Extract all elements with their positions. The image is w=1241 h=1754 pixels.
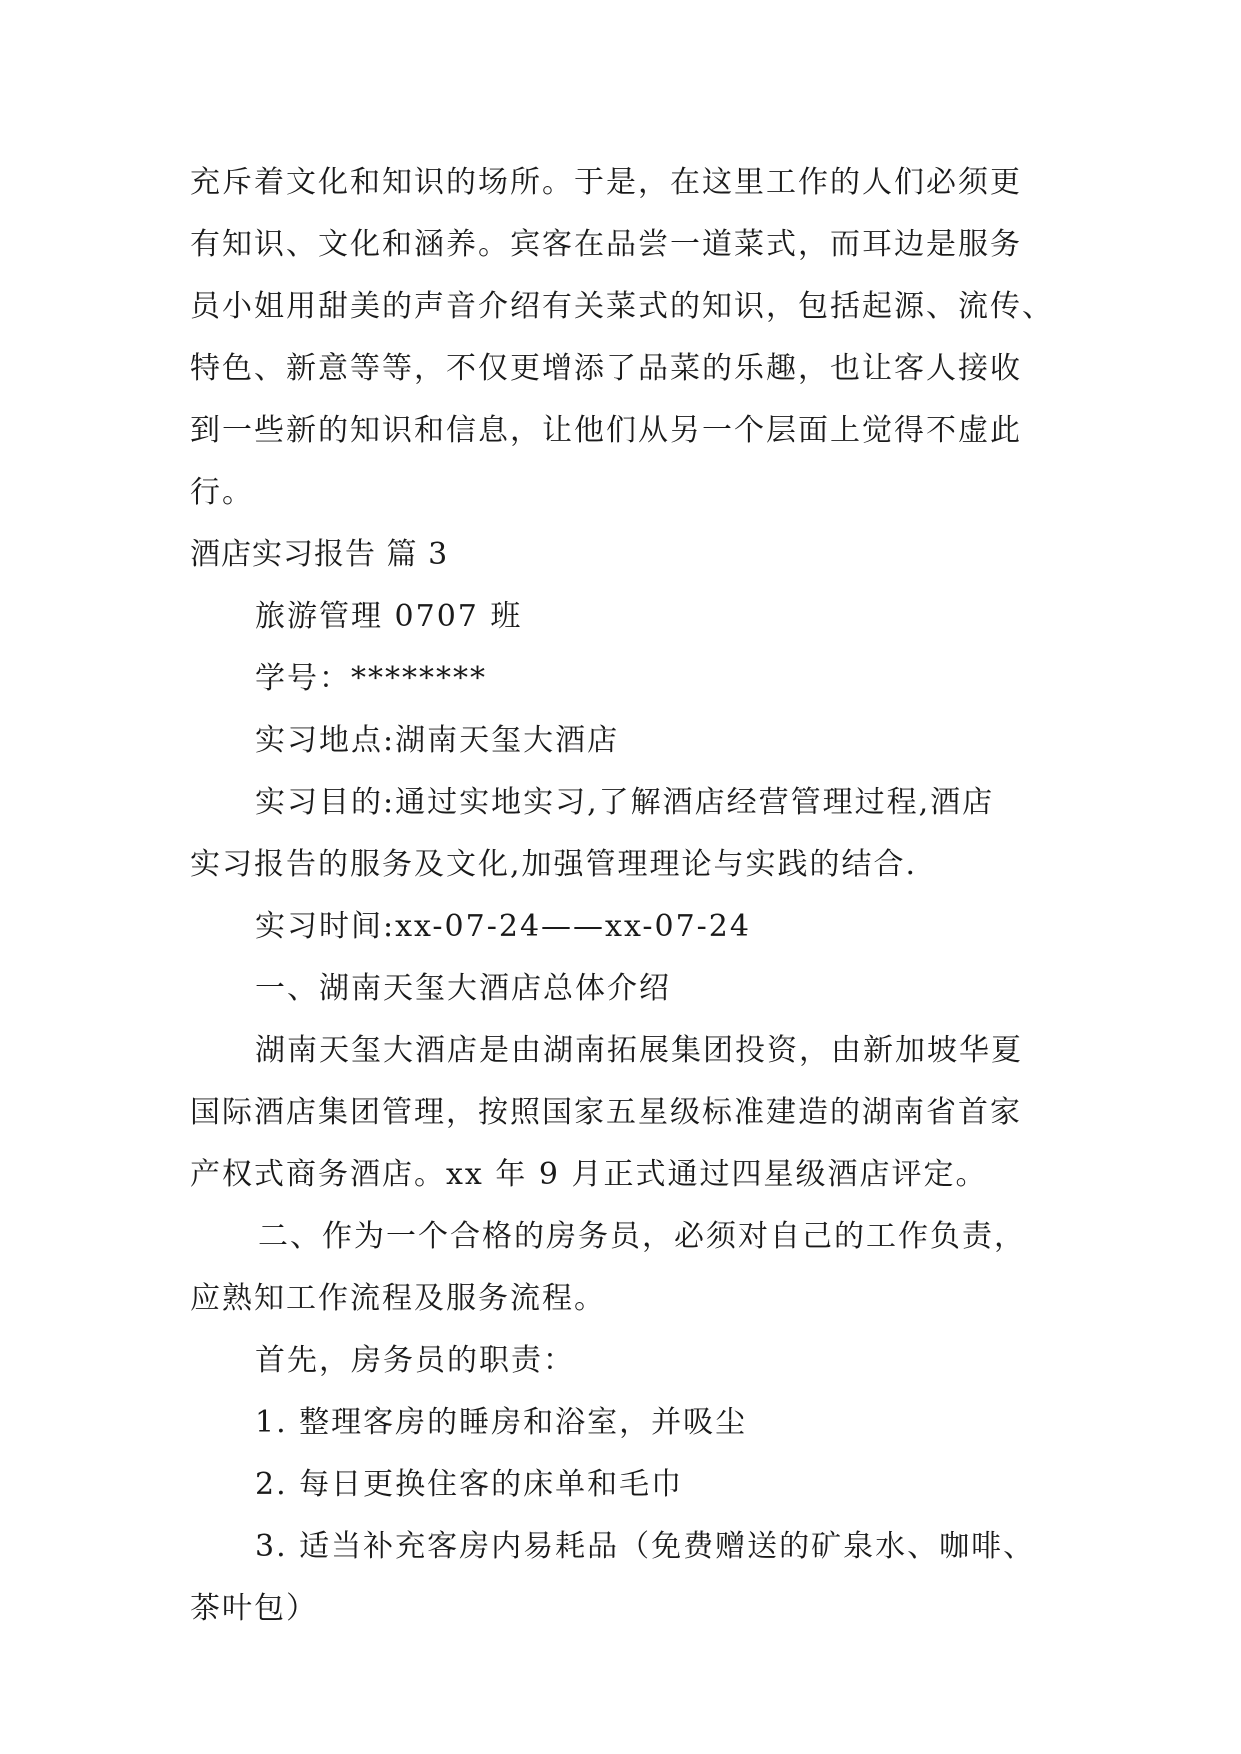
paragraph-line: 国际酒店集团管理，按照国家五星级标准建造的湖南省首家: [190, 1095, 1022, 1130]
section-title: 酒店实习报告 篇 3: [190, 537, 449, 572]
paragraph-line: 到一些新的知识和信息，让他们从另一个层面上觉得不虚此: [190, 413, 1022, 448]
internship-location-line: 实习地点:湖南天玺大酒店: [255, 723, 620, 758]
paragraph-line: 有知识、文化和涵养。宾客在品尝一道菜式，而耳边是服务: [190, 227, 1022, 262]
list-item: 1. 整理客房的睡房和浴室，并吸尘: [255, 1405, 748, 1440]
paragraph-line: 特色、新意等等，不仅更增添了品菜的乐趣，也让客人接收: [190, 351, 1022, 386]
paragraph-line: 应熟知工作流程及服务流程。: [190, 1281, 606, 1316]
paragraph-line: 充斥着文化和知识的场所。于是，在这里工作的人们必须更: [190, 165, 1022, 200]
list-item: 2. 每日更换住客的床单和毛巾: [255, 1467, 684, 1502]
paragraph-line: 产权式商务酒店。xx 年 9 月正式通过四星级酒店评定。: [190, 1157, 988, 1192]
paragraph-line: 行。: [190, 475, 254, 510]
document-page: [190, 152, 1060, 1640]
list-item-continuation: 茶叶包）: [190, 1591, 318, 1626]
list-item: 3. 适当补充客房内易耗品（免费赠送的矿泉水、咖啡、: [255, 1529, 1036, 1564]
paragraph-line: 员小姐用甜美的声音介绍有关菜式的知识，包括起源、流传、: [190, 289, 1054, 324]
paragraph-line: 实习报告的服务及文化,加强管理理论与实践的结合.: [190, 847, 918, 882]
subsection-heading: 一、湖南天玺大酒店总体介绍: [255, 971, 671, 1006]
student-id-line: 学号：********: [255, 661, 487, 696]
paragraph-line: 首先，房务员的职责：: [255, 1343, 575, 1378]
paragraph-line: 湖南天玺大酒店是由湖南拓展集团投资，由新加坡华夏: [255, 1033, 1023, 1068]
internship-time-line: 实习时间:xx-07-24——xx-07-24: [255, 909, 751, 944]
class-line: 旅游管理 0707 班: [255, 599, 523, 634]
subsection-heading: 二、作为一个合格的房务员，必须对自己的工作负责，: [258, 1219, 1026, 1254]
internship-purpose-line: 实习目的:通过实地实习,了解酒店经营管理过程,酒店: [255, 785, 995, 820]
